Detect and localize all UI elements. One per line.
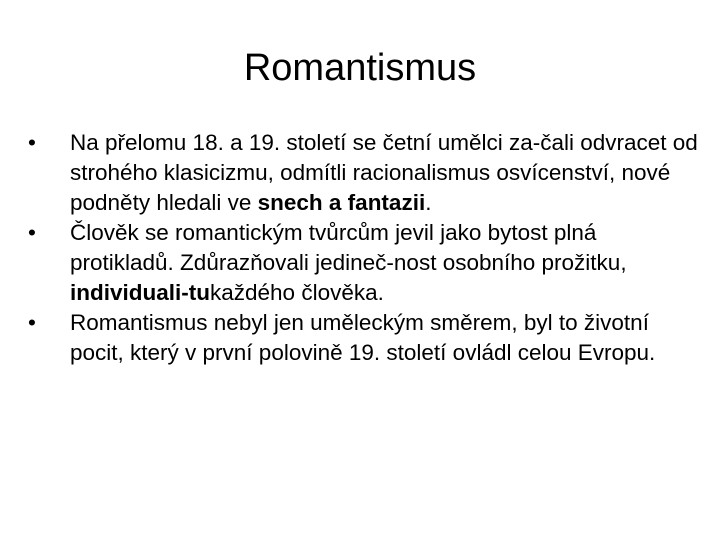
bullet-item-1 [28, 128, 698, 218]
bullet-text-part: každého člověka. [210, 280, 384, 305]
bullet-item-2 [28, 218, 698, 308]
bullet-item-3 [28, 308, 698, 368]
bullet-text [70, 310, 655, 365]
bullet-text-emphasis: individuali-tu [70, 280, 210, 305]
bullet-text [70, 220, 627, 305]
bullet-text-part: Na přelomu 18. a 19. století se četní umělci za-čali odvracet od strohého klasicizmu, odmítli racionalismus osvícenství, nové podněty hledali ve [70, 130, 698, 215]
bullet-text-part: Člověk se romantickým tvůrcům jevil jako bytost plná protikladů. Zdůrazňovali jedineč-nost osobního prožitku, [70, 220, 627, 275]
bullet-icon: • [28, 220, 36, 245]
bullet-text [70, 130, 698, 215]
bullet-text-part: . [425, 190, 432, 215]
bullet-text-part: Romantismus nebyl jen uměleckým směrem, byl to životní pocit, který v první polovině 19. století ovládl celou Evropu. [70, 310, 656, 365]
bullet-icon: • [28, 130, 36, 155]
bullet-list [28, 128, 698, 368]
bullet-text-emphasis: snech a fantazii [257, 190, 426, 215]
slide-title: Romantismus [243, 47, 477, 89]
bullet-icon: • [28, 310, 36, 335]
